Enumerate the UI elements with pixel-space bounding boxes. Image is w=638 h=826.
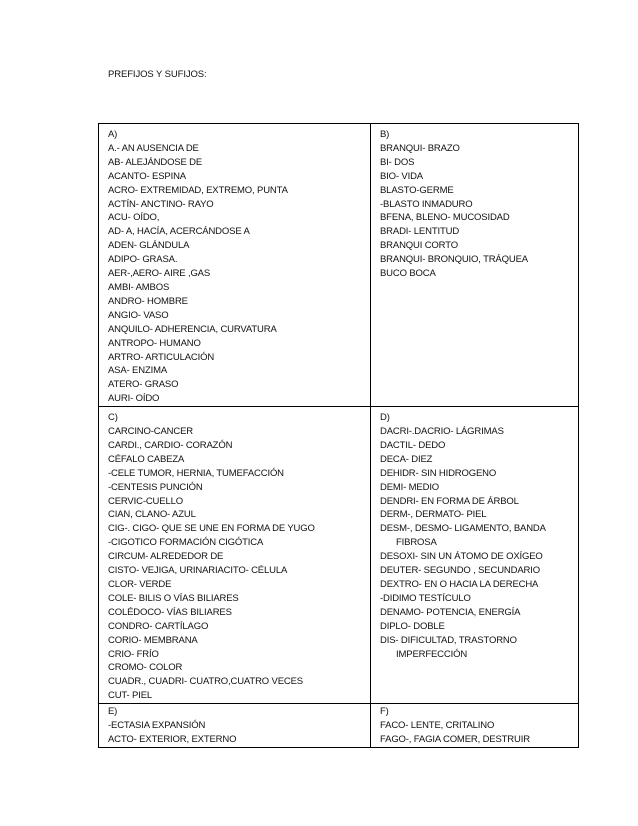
cell-d <box>371 407 579 704</box>
list-item: CIRCUM- ALREDEDOR DE <box>108 551 224 563</box>
list-item: ASA- ENZIMA <box>108 365 168 377</box>
list-item: DENAMO- POTENCIA, ENERGÍA <box>380 606 521 618</box>
list-item: ANGIO- VASO <box>108 309 169 321</box>
list-item: CARCINO-CANCER <box>108 426 193 438</box>
list-item: CERVIC-CUELLO <box>108 495 183 507</box>
list-item: AB- ALEJÁNDOSE DE <box>108 156 203 168</box>
list-item: CARDI., CARDIO- CORAZÓN <box>108 439 233 451</box>
list-item: DESM-, DESMO- LIGAMENTO, BANDA <box>380 523 546 535</box>
list-item: BIO- VIDA <box>380 170 423 182</box>
list-item: ACTO- EXTERIOR, EXTERNO <box>108 733 237 745</box>
cell-b <box>371 124 579 407</box>
list-item: DERM-, DERMATO- PIEL <box>380 509 487 521</box>
list-item: CONDRO- CARTÍLAGO <box>108 620 209 632</box>
list-item: BFENA, BLENO- MUCOSIDAD <box>380 212 510 224</box>
list-item: ACRO- EXTREMIDAD, EXTREMO, PUNTA <box>108 184 288 196</box>
list-item: ADIPO- GRASA. <box>108 254 178 266</box>
list-item: CROMO- COLOR <box>108 662 183 674</box>
list-item: ARTRO- ARTICULACIÓN <box>108 351 215 363</box>
list-item: ATERO- GRASO <box>108 379 179 391</box>
list-item: CUADR., CUADRI- CUATRO,CUATRO VECES <box>108 676 303 688</box>
list-item: DIS- DIFICULTAD, TRASTORNO <box>380 634 517 646</box>
cell-heading: A) <box>108 129 118 140</box>
list-item: DEUTER- SEGUNDO , SECUNDARIO <box>380 565 540 577</box>
list-item: CIG-. CIGO- QUE SE UNE EN FORMA DE YUGO <box>108 523 315 535</box>
list-item: -CIGOTICO FORMACIÓN CIGÓTICA <box>108 537 264 549</box>
list-item: DACTIL- DEDO <box>380 439 446 451</box>
list-item: DENDRI- EN FORMA DE ÁRBOL <box>380 495 519 507</box>
list-item: BRANQUI CORTO <box>380 240 458 252</box>
list-item: -CELE TUMOR, HERNIA, TUMEFACCIÓN <box>108 467 284 479</box>
list-item: -DIDIMO TESTÍCULO <box>380 592 471 604</box>
table-row <box>99 407 579 704</box>
list-item: ACU- OÍDO, <box>108 212 160 224</box>
list-item: BLASTO-GERME <box>380 184 454 196</box>
list-item: CISTO- VEJIGA, URINARIACITO- CÉLULA <box>108 565 288 577</box>
cell-heading: B) <box>380 129 390 140</box>
list-item: AURI- OÍDO <box>108 393 160 405</box>
list-item: ACANTO- ESPINA <box>108 170 186 182</box>
list-item: AD- A, HACÍA, ACERCÁNDOSE A <box>108 226 250 238</box>
list-item: -BLASTO INMADURO <box>380 198 473 210</box>
list-item: ANQUILO- ADHERENCIA, CURVATURA <box>108 323 277 335</box>
list-item: DECA- DIEZ <box>380 453 433 465</box>
list-item: DACRI-.DACRIO- LÁGRIMAS <box>380 426 504 438</box>
list-item: ACTÍN- ANCTINO- RAYO <box>108 198 214 210</box>
list-item: DEXTRO- EN O HACIA LA DERECHA <box>380 579 539 590</box>
cell-c <box>99 407 371 704</box>
list-item: ANTROPO- HUMANO <box>108 337 201 349</box>
cell-a <box>99 124 371 407</box>
list-item: -ECTASIA EXPANSIÓN <box>108 720 206 732</box>
list-item: BUCO BOCA <box>380 268 436 280</box>
list-item: COLÉDOCO- VÍAS BILIARES <box>108 606 232 618</box>
list-item: BRADI- LENTITUD <box>380 226 460 238</box>
list-item: BI- DOS <box>380 156 415 168</box>
list-item: CUT- PIEL <box>108 690 153 702</box>
table-row <box>99 704 579 748</box>
page-title: PREFIJOS Y SUFIJOS: <box>108 69 207 80</box>
list-item: BRANQUI- BRAZO <box>380 142 460 154</box>
cell-e <box>99 704 371 748</box>
list-item: ANDRO- HOMBRE <box>108 295 188 307</box>
list-item: CLOR- VERDE <box>108 579 172 590</box>
list-item: CÉFALO CABEZA <box>108 453 185 465</box>
cell-heading: C) <box>108 412 118 424</box>
list-item: DEMI- MEDIO <box>380 481 440 493</box>
list-item: COLE- BILIS O VÍAS BILIARES <box>108 592 239 604</box>
list-item: DEHIDR- SIN HIDROGENO <box>380 467 497 479</box>
list-item: FACO- LENTE, CRITALINO <box>380 720 495 732</box>
table-row <box>99 124 579 407</box>
list-item: BRANQUI- BRONQUIO, TRÁQUEA <box>380 254 528 266</box>
list-item: CORIO- MEMBRANA <box>108 634 198 646</box>
list-item: -CENTESIS PUNCIÓN <box>108 481 203 493</box>
list-item: CIAN, CLANO- AZUL <box>108 509 196 521</box>
list-item: AMBI- AMBOS <box>108 281 170 293</box>
list-item-continuation: IMPERFECCIÓN <box>396 648 468 660</box>
list-item: CRIO- FRÍO <box>108 648 159 660</box>
list-item: DIPLO- DOBLE <box>380 620 445 632</box>
list-item: A.- AN AUSENCIA DE <box>108 142 199 154</box>
list-item: DESOXI- SIN UN ÁTOMO DE OXÍGEO <box>380 551 543 563</box>
list-item: FAGO-, FAGIA COMER, DESTRUIR <box>380 733 530 745</box>
list-item: ADEN- GLÁNDULA <box>108 240 190 252</box>
prefix-table <box>98 123 579 748</box>
list-item: AER-,AERO- AIRE ,GAS <box>108 268 211 280</box>
cell-f <box>371 704 579 748</box>
cell-heading: D) <box>380 412 390 424</box>
list-item-continuation: FIBROSA <box>396 537 437 549</box>
cell-heading: E) <box>108 706 118 718</box>
cell-heading: F) <box>380 706 389 718</box>
